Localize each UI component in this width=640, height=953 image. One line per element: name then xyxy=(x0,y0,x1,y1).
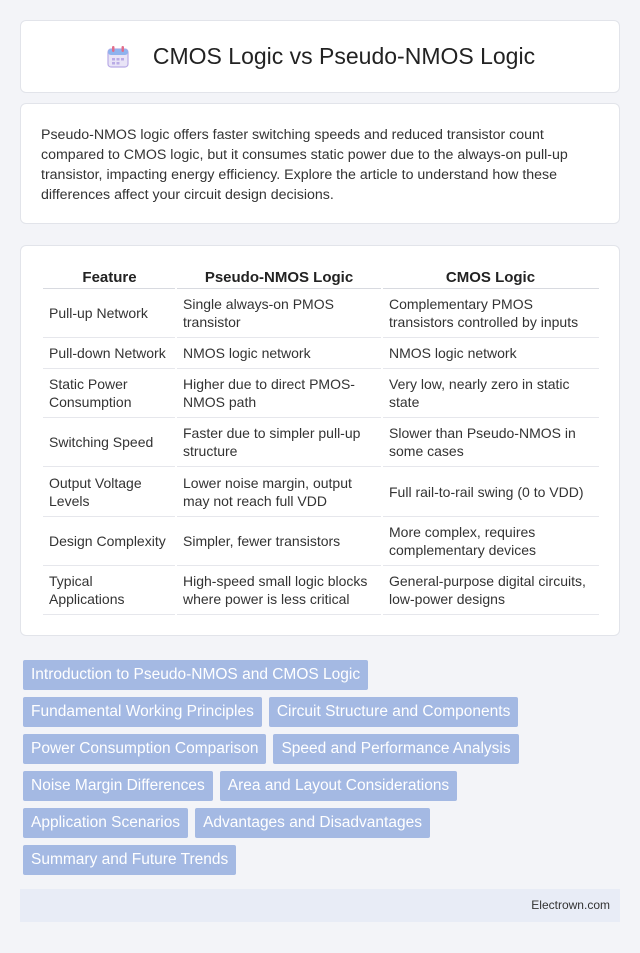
table-cell: Higher due to direct PMOS-NMOS path xyxy=(176,368,382,417)
intro-text: Pseudo-NMOS logic offers faster switching speeds and reduced transistor count compared to CMOS logic, but it consumes static power due to the always-on pull-up transistor, impacting energy efficiency. Explore the article to understand how these differences affect your circuit design decisions. xyxy=(41,127,568,203)
tag-row xyxy=(23,808,603,838)
table-row xyxy=(43,467,599,516)
tag-summary-future[interactable]: Summary and Future Trends xyxy=(23,845,236,875)
calendar-icon xyxy=(105,44,131,70)
tag-row xyxy=(23,771,603,801)
table-cell: NMOS logic network xyxy=(382,337,599,368)
table-cell: Single always-on PMOS transistor xyxy=(176,288,382,337)
tag-introduction[interactable]: Introduction to Pseudo-NMOS and CMOS Logic xyxy=(23,660,368,690)
table-row xyxy=(43,565,599,614)
tag-row xyxy=(23,697,603,727)
table-cell: Switching Speed xyxy=(43,418,176,467)
page-title: CMOS Logic vs Pseudo-NMOS Logic xyxy=(152,43,536,69)
table-header-row xyxy=(43,266,599,288)
comparison-table xyxy=(43,266,599,615)
title-card xyxy=(20,20,620,93)
table-cell: Simpler, fewer transistors xyxy=(176,516,382,565)
tag-application-scenarios[interactable]: Application Scenarios xyxy=(23,808,188,838)
table-cell: More complex, requires complementary devices xyxy=(382,516,599,565)
tag-fundamental-principles[interactable]: Fundamental Working Principles xyxy=(23,697,262,727)
table-cell: Pull-up Network xyxy=(43,288,176,337)
table-row xyxy=(43,337,599,368)
table-cell: Typical Applications xyxy=(43,565,176,614)
tag-power-consumption[interactable]: Power Consumption Comparison xyxy=(23,734,266,764)
tag-row xyxy=(23,734,603,764)
table-cell: Very low, nearly zero in static state xyxy=(382,368,599,417)
table-cell: High-speed small logic blocks where power is less critical xyxy=(176,565,382,614)
table-row xyxy=(43,368,599,417)
tag-advantages-disadvantages[interactable]: Advantages and Disadvantages xyxy=(195,808,430,838)
table-cell: Complementary PMOS transistors controlled by inputs xyxy=(382,288,599,337)
table-cell: Full rail-to-rail swing (0 to VDD) xyxy=(382,467,599,516)
topic-tags xyxy=(23,660,603,882)
table-cell: Output Voltage Levels xyxy=(43,467,176,516)
table-cell: Slower than Pseudo-NMOS in some cases xyxy=(382,418,599,467)
tag-area-layout[interactable]: Area and Layout Considerations xyxy=(220,771,457,801)
table-cell: Design Complexity xyxy=(43,516,176,565)
table-row xyxy=(43,288,599,337)
table-row xyxy=(43,418,599,467)
tag-circuit-structure[interactable]: Circuit Structure and Components xyxy=(269,697,518,727)
table-cell: NMOS logic network xyxy=(176,337,382,368)
comparison-table-card xyxy=(20,245,620,636)
table-row xyxy=(43,516,599,565)
column-header-pseudo-nmos: Pseudo-NMOS Logic xyxy=(176,266,382,288)
tag-noise-margin[interactable]: Noise Margin Differences xyxy=(23,771,213,801)
tag-speed-performance[interactable]: Speed and Performance Analysis xyxy=(273,734,518,764)
tag-row xyxy=(23,660,603,690)
table-cell: Faster due to simpler pull-up structure xyxy=(176,418,382,467)
table-cell: Static Power Consumption xyxy=(43,368,176,417)
footer-site[interactable]: Electrown.com xyxy=(531,898,610,912)
intro-card xyxy=(20,103,620,224)
tag-row xyxy=(23,845,603,875)
column-header-cmos: CMOS Logic xyxy=(382,266,599,288)
column-header-feature: Feature xyxy=(43,266,176,288)
footer xyxy=(20,889,620,922)
table-cell: General-purpose digital circuits, low-power designs xyxy=(382,565,599,614)
table-cell: Lower noise margin, output may not reach full VDD xyxy=(176,467,382,516)
table-cell: Pull-down Network xyxy=(43,337,176,368)
